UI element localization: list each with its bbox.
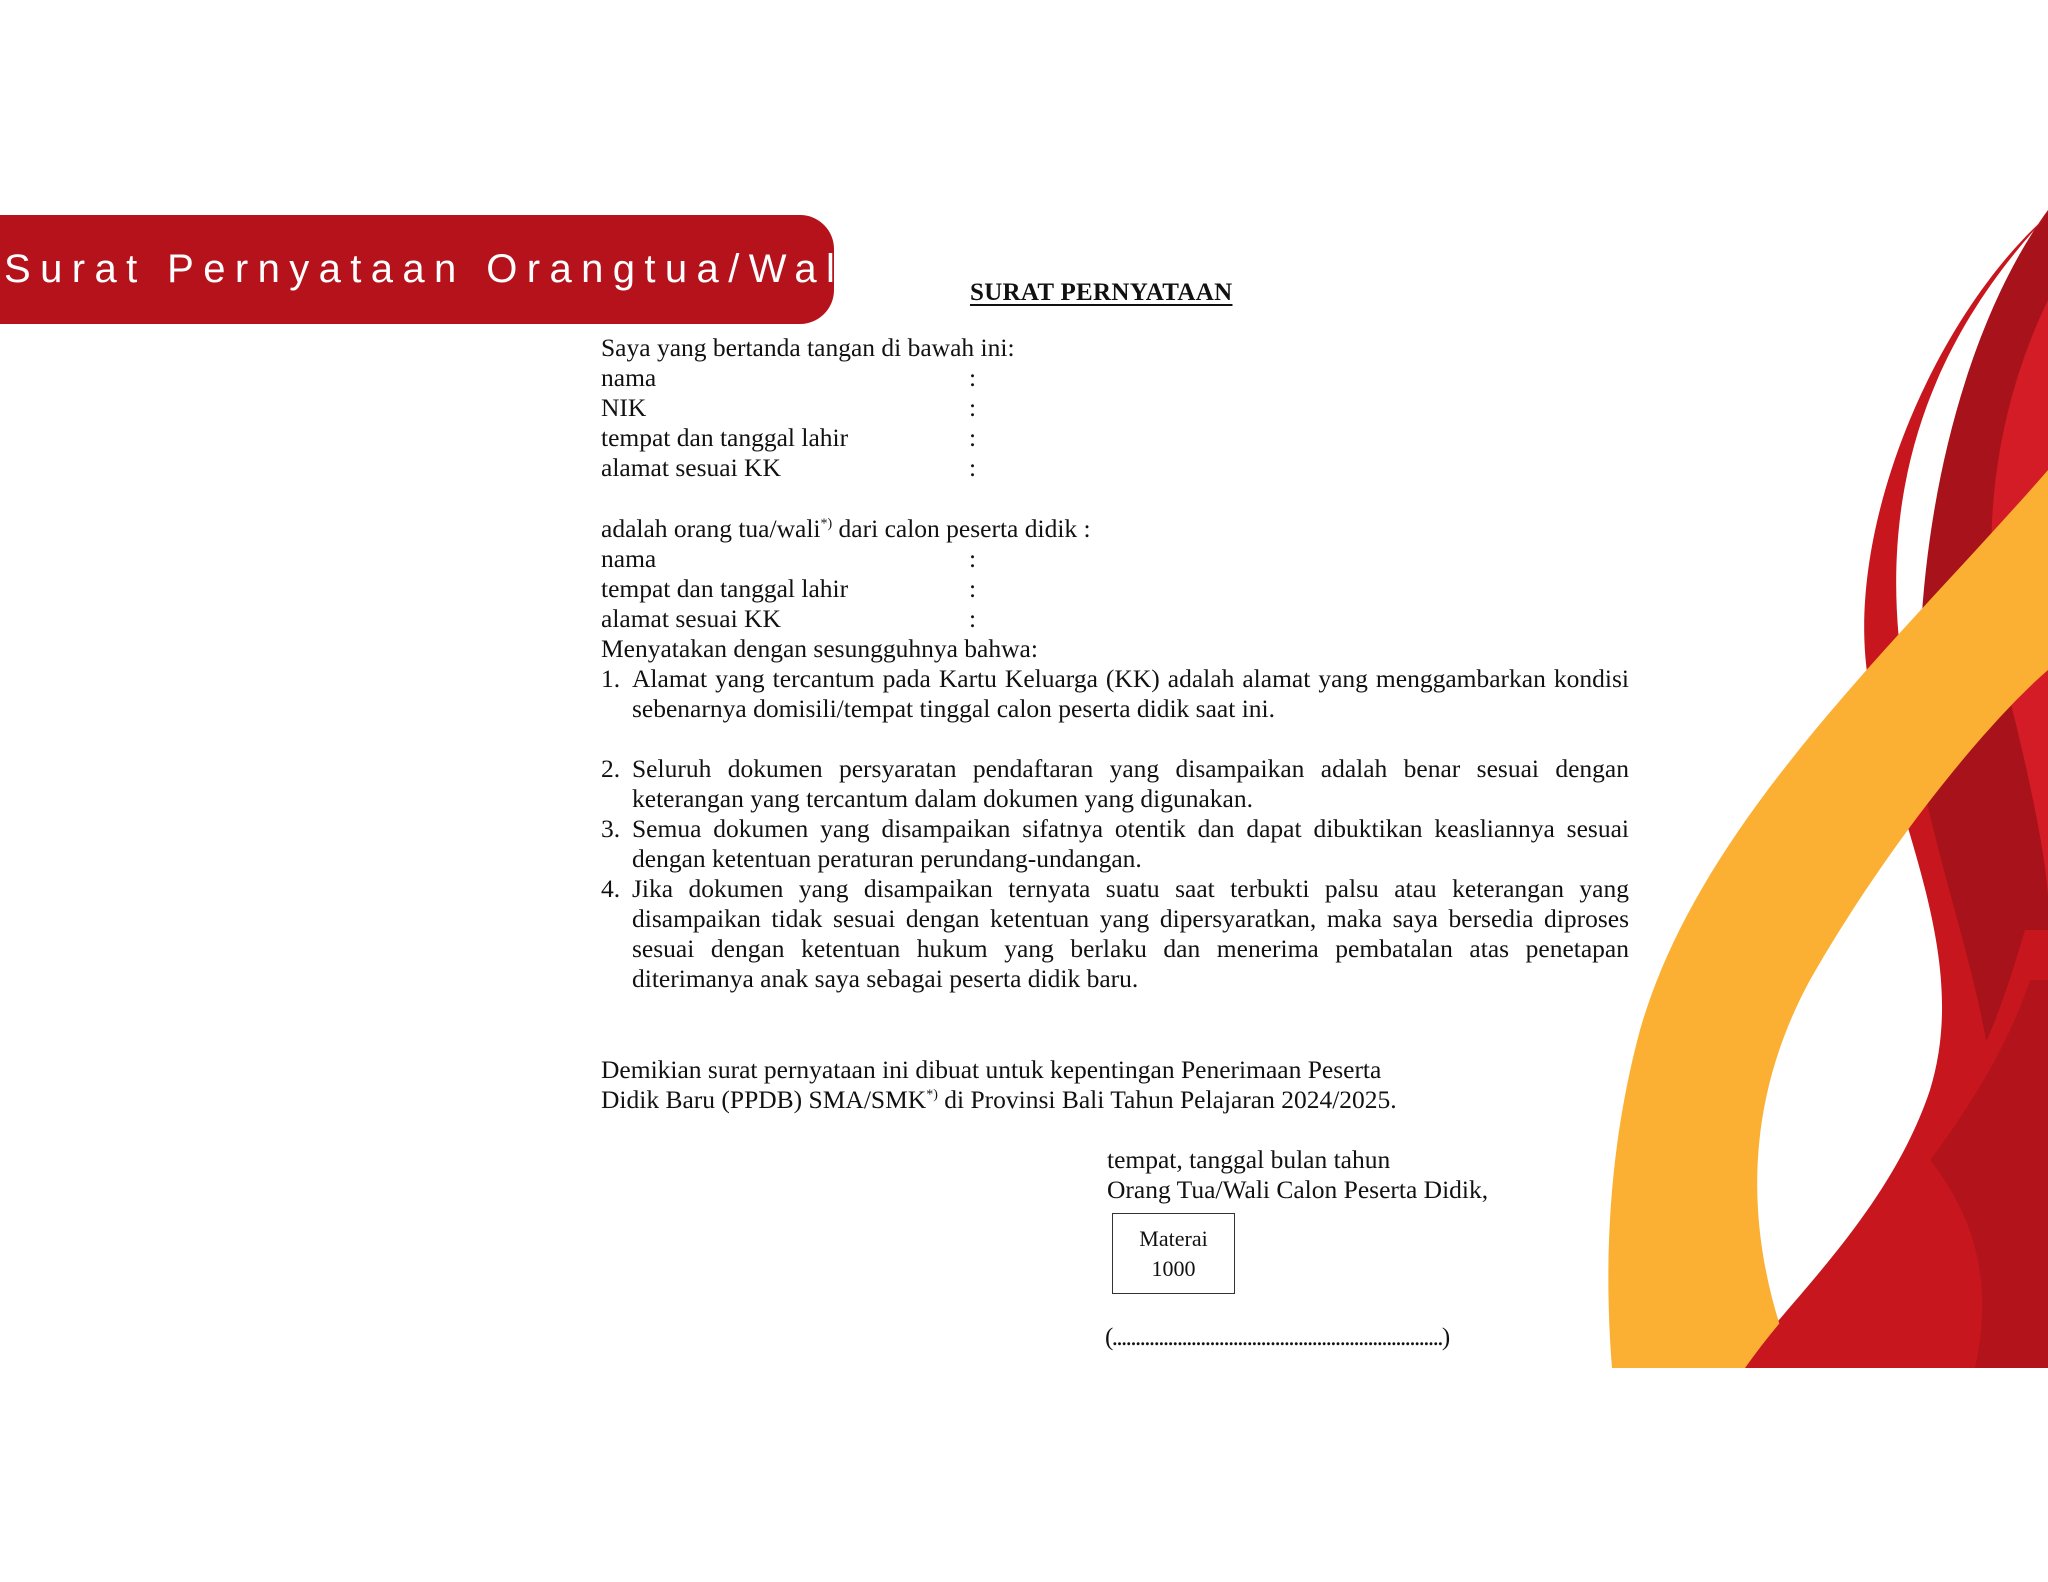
declaration-text: Menyatakan dengan sesungguhnya bahwa: [601,634,1038,663]
parent-field-birth [601,423,1201,453]
intro-text: Saya yang bertanda tangan di bawah ini: [601,333,1015,362]
field-label: alamat sesuai KK [601,453,781,482]
relation-text [601,514,1091,544]
field-colon: : [969,453,977,482]
list-number: 4. [601,874,621,903]
list-number: 1. [601,664,621,693]
student-field-address [601,604,1201,634]
field-colon: : [969,574,977,603]
field-label: nama [601,363,657,392]
closing-line-2-main: Didik Baru (PPDB) SMA/SMK [601,1085,927,1114]
parent-field-name [601,363,1201,393]
list-number: 2. [601,754,621,783]
list-item [601,754,1629,814]
list-text: Alamat yang tercantum pada Kartu Keluarga (KK) adalah alamat yang menggambarkan kondisi sebenarnya domisili/tempat tinggal calon peserta didik saat ini. [632,664,1629,723]
closing-line-1: Demikian surat pernyataan ini dibuat untuk kepentingan Penerimaan Peserta [601,1055,1382,1084]
field-label: nama [601,544,657,573]
document-title: SURAT PERNYATAAN [970,279,1233,306]
list-text: Seluruh dokumen persyaratan pendaftaran yang disampaikan adalah benar sesuai dengan keterangan yang tercantum dalam dokumen yang digunakan. [632,754,1629,813]
field-label: NIK [601,393,647,422]
field-colon: : [969,393,977,422]
footnote-mark: *) [820,516,833,532]
field-colon: : [969,544,977,573]
list-text: Semua dokumen yang disampaikan sifatnya otentik dan dapat dibuktikan keasliannya sesuai dengan ketentuan peraturan perundang-undangan. [632,814,1629,873]
banner-title: Surat Pernyataan Orangtua/Wali [4,247,863,291]
field-colon: : [969,363,977,392]
student-field-name [601,544,1201,574]
parent-field-address [601,453,1201,483]
closing-line-2-tail: di Provinsi Bali Tahun Pelajaran 2024/2025. [937,1085,1397,1114]
signature-blank: (.......................................................................) [1105,1324,1449,1351]
field-colon: : [969,423,977,452]
parent-field-nik [601,393,1201,423]
footnote-mark: *) [926,1087,938,1103]
relation-text-main: adalah orang tua/wali [601,514,821,543]
list-number: 3. [601,814,621,843]
stamp-box [1112,1213,1235,1294]
list-text: Jika dokumen yang disampaikan ternyata suatu saat terbukti palsu atau keterangan yang disampaikan tidak sesuai dengan ketentuan yang dipersyaratkan, maka saya bersedia diproses sesuai dengan ketentuan hukum yang berlaku dan menerima pembatalan atas penetapan diterimanya anak saya sebagai peserta didik baru. [632,874,1629,993]
field-label: tempat dan tanggal lahir [601,574,849,603]
list-item [601,874,1629,994]
closing-line-2 [601,1085,1601,1115]
list-item [601,814,1629,874]
relation-text-tail: dari calon peserta didik : [832,514,1091,543]
stamp-value: 1000 [1151,1255,1196,1281]
signature-role: Orang Tua/Wali Calon Peserta Didik, [1107,1175,1489,1204]
closing-paragraph [601,1055,1601,1115]
field-colon: : [969,604,977,633]
stamp-label: Materai [1139,1225,1208,1251]
field-label: alamat sesuai KK [601,604,781,633]
field-label: tempat dan tanggal lahir [601,423,849,452]
student-field-birth [601,574,1201,604]
list-item [601,664,1629,724]
signature-place-date: tempat, tanggal bulan tahun [1107,1145,1391,1174]
header-banner [0,215,863,324]
